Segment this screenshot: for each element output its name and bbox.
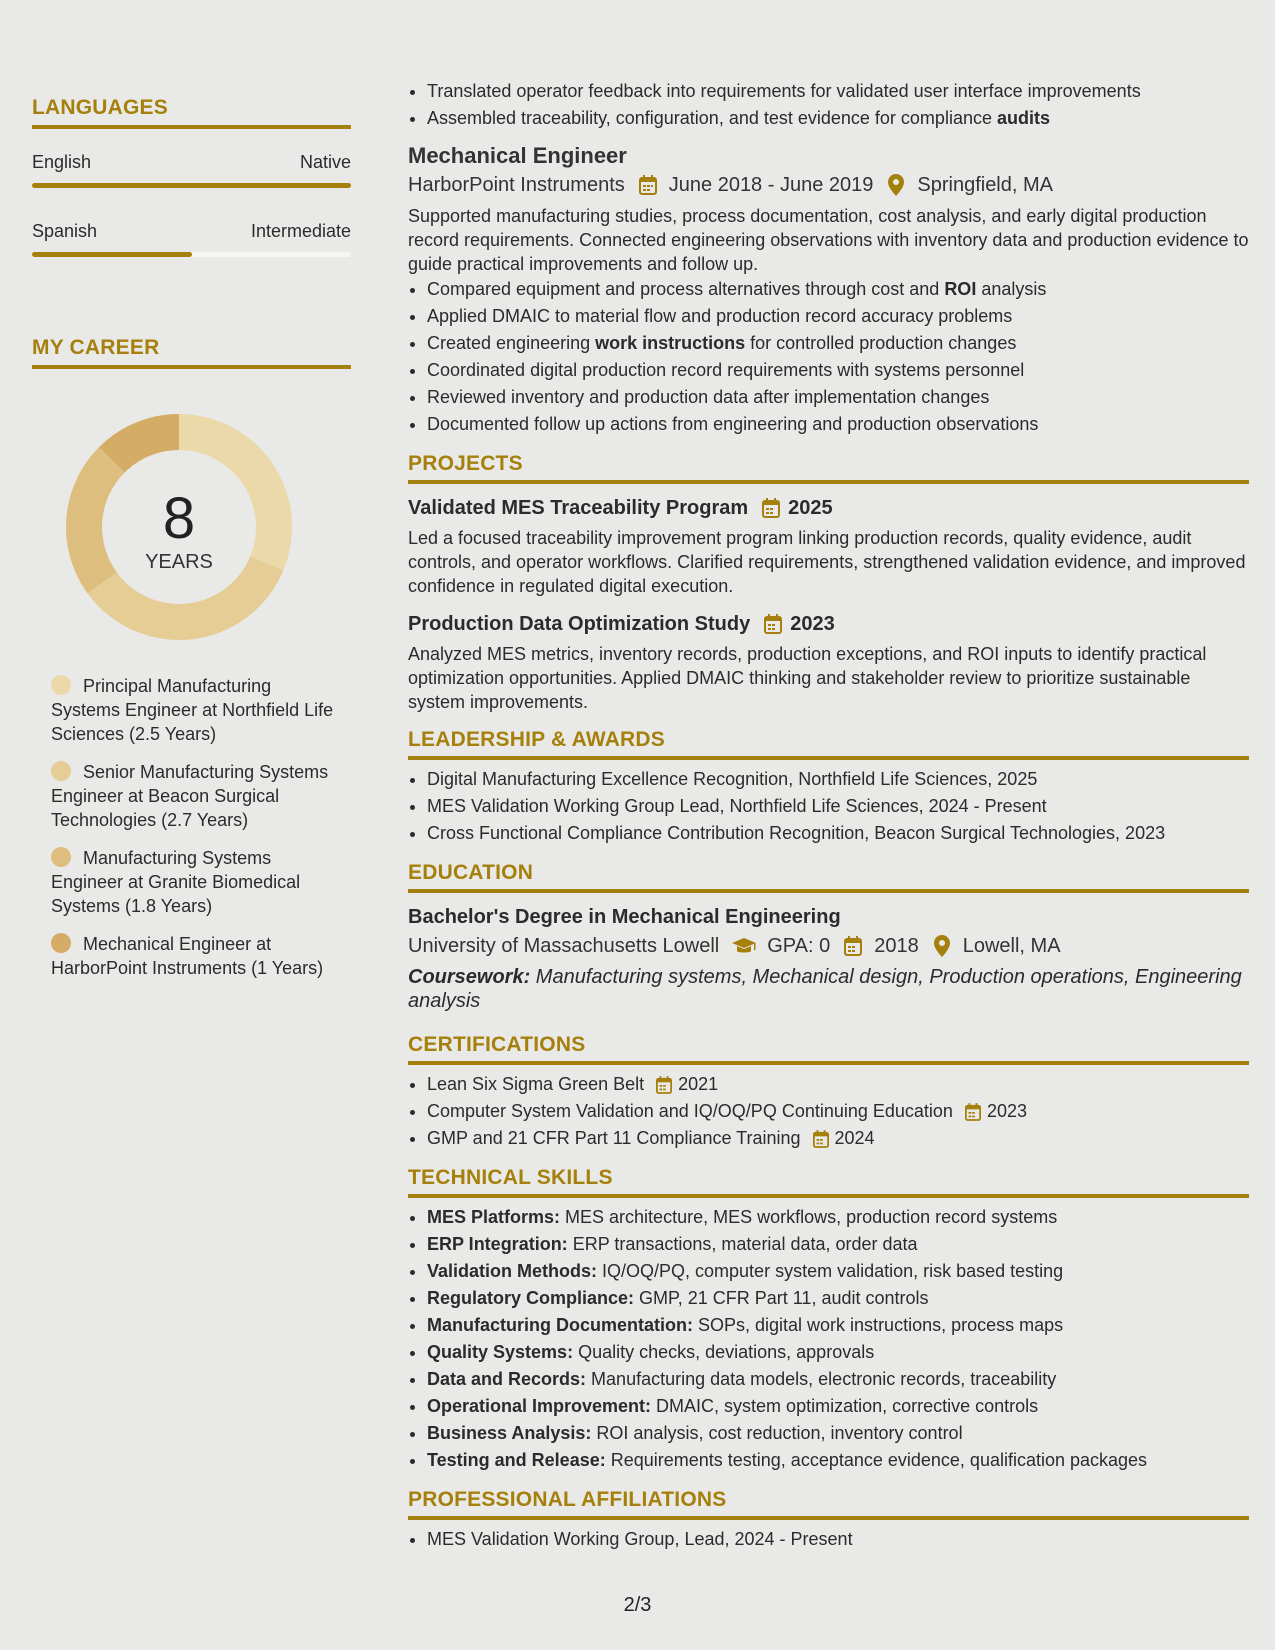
- project-year: 2023: [790, 613, 835, 635]
- page-indicator: 2/3: [623, 1594, 652, 1616]
- career-years-number: 8: [162, 486, 196, 551]
- language-english: [32, 152, 351, 188]
- school-location: Lowell, MA: [962, 935, 1061, 957]
- career-donut-chart: [66, 414, 292, 640]
- calendar-icon: [760, 497, 782, 519]
- skill-item: [427, 1312, 1249, 1339]
- graduation-cap-icon: [731, 935, 757, 957]
- skill-item: [427, 1231, 1249, 1258]
- skill-item: [427, 1366, 1249, 1393]
- bullet-item: [427, 384, 1249, 411]
- skills-list: [408, 1204, 1249, 1474]
- projects-heading: PROJECTS: [408, 452, 1249, 484]
- certification-year: 2024: [834, 1128, 875, 1148]
- donut-segment: [179, 414, 292, 570]
- legend-dot: [51, 933, 71, 953]
- languages-heading: LANGUAGES: [32, 96, 351, 129]
- project-description: Led a focused traceability improvement program linking production records, quality evidence, audit controls, and operator workflows. Clarified requirements, strengthened validation evidence, and improved confidence in regulated digital execution.: [408, 528, 1246, 596]
- bullet-text: for controlled production changes: [745, 333, 1017, 353]
- leadership-list: [408, 766, 1249, 847]
- language-level: Intermediate: [250, 221, 351, 241]
- skill-label: Regulatory Compliance:: [427, 1288, 635, 1308]
- calendar-icon: [637, 174, 659, 196]
- project-title: [408, 610, 1249, 638]
- project-description: Analyzed MES metrics, inventory records, production exceptions, and ROI inputs to identify practical optimization opportunities. Applied DMAIC thinking and stakeholder review to prioritize sustainable system improvements.: [408, 644, 1207, 712]
- skill-label: Data and Records:: [427, 1369, 587, 1389]
- skill-value: IQ/OQ/PQ, computer system validation, risk based testing: [597, 1261, 1064, 1281]
- job-dates: June 2018 - June 2019: [668, 174, 874, 196]
- project-name: Validated MES Traceability Program: [408, 497, 749, 519]
- bullet-item: [427, 411, 1249, 438]
- leadership-section: [408, 728, 1249, 847]
- skills-heading: TECHNICAL SKILLS: [408, 1166, 1249, 1198]
- projects-section: [408, 452, 1249, 714]
- job-company: HarborPoint Instruments: [408, 174, 625, 196]
- certifications-heading: CERTIFICATIONS: [408, 1033, 1249, 1065]
- bullet-text: Coordinated digital production record requirements with systems personnel: [427, 360, 1025, 380]
- affiliation-item: • MES Validation Working Group, Lead, 2024 - Present: [427, 1526, 1249, 1553]
- career-legend-item: [51, 932, 341, 980]
- legend-dot: [51, 675, 71, 695]
- legend-label: Principal Manufacturing Systems Engineer at Northfield Life Sciences (2.5 Years): [51, 676, 334, 744]
- certification-name: • Computer System Validation and IQ/OQ/PQ Continuing Education: [427, 1101, 953, 1121]
- career-years-unit: YEARS: [145, 551, 213, 573]
- skill-value: Requirements testing, acceptance evidence, qualification packages: [605, 1450, 1148, 1470]
- skill-item: [427, 1447, 1249, 1474]
- language-name: English: [32, 152, 92, 172]
- bullet-item: [427, 303, 1249, 330]
- donut-segment: [66, 447, 125, 593]
- job-title: Mechanical Engineer: [408, 143, 627, 168]
- calendar-icon: [813, 1130, 831, 1148]
- skill-label: ERP Integration:: [427, 1234, 568, 1254]
- bullet-text: Applied DMAIC to material flow and production record accuracy problems: [427, 306, 1013, 326]
- job-bullets: [408, 276, 1249, 438]
- school-name: University of Massachusetts Lowell: [408, 935, 720, 957]
- skill-value: ROI analysis, cost reduction, inventory control: [591, 1423, 963, 1443]
- skill-value: MES architecture, MES workflows, production record systems: [560, 1207, 1058, 1227]
- skill-label: MES Platforms:: [427, 1207, 561, 1227]
- certification-item: [427, 1098, 1249, 1125]
- project-name: Production Data Optimization Study: [408, 613, 751, 635]
- language-level: Native: [299, 152, 351, 172]
- leadership-item: • MES Validation Working Group Lead, Northfield Life Sciences, 2024 - Present: [427, 793, 1249, 820]
- skill-label: Manufacturing Documentation:: [427, 1315, 693, 1335]
- coursework-text: Manufacturing systems, Mechanical design, Production operations, Engineering analysis: [408, 966, 1242, 1012]
- bullet-item: [427, 105, 1249, 132]
- legend-dot: [51, 761, 71, 781]
- certifications-section: [408, 1033, 1249, 1152]
- calendar-icon: [762, 613, 784, 635]
- skill-value: GMP, 21 CFR Part 11, audit controls: [634, 1288, 929, 1308]
- affiliations-heading: PROFESSIONAL AFFILIATIONS: [408, 1488, 1249, 1520]
- bullet-text: analysis: [976, 279, 1047, 299]
- location-pin-icon: [931, 935, 953, 957]
- location-pin-icon: [885, 174, 907, 196]
- leadership-item: • Cross Functional Compliance Contribution Recognition, Beacon Surgical Technologies, 2023: [427, 820, 1249, 847]
- certification-year: 2023: [986, 1101, 1027, 1121]
- skill-value: Manufacturing data models, electronic records, traceability: [586, 1369, 1057, 1389]
- skill-label: Testing and Release:: [427, 1450, 606, 1470]
- coursework-label: Coursework:: [408, 966, 531, 988]
- project-year: 2025: [788, 497, 833, 519]
- bullet-item: [427, 276, 1249, 303]
- education-section: [408, 861, 1249, 1013]
- skills-section: [408, 1166, 1249, 1474]
- degree-title: Bachelor's Degree in Mechanical Engineering: [408, 906, 841, 928]
- skill-label: Quality Systems:: [427, 1342, 574, 1362]
- certification-year: 2021: [678, 1074, 719, 1094]
- skill-label: Business Analysis:: [427, 1423, 592, 1443]
- skill-item: [427, 1204, 1249, 1231]
- proficiency-fill: [32, 252, 192, 257]
- skill-item: [427, 1393, 1249, 1420]
- career-heading: MY CAREER: [32, 336, 351, 369]
- career-legend-item: [51, 674, 341, 746]
- previous-job-bullets: [408, 78, 1249, 132]
- affiliations-section: [408, 1488, 1249, 1553]
- affiliations-list: [408, 1526, 1249, 1553]
- skill-value: Quality checks, deviations, approvals: [573, 1342, 875, 1362]
- skill-value: SOPs, digital work instructions, process maps: [693, 1315, 1064, 1335]
- legend-label: Senior Manufacturing Systems Engineer at Beacon Surgical Technologies (2.7 Years): [51, 762, 329, 830]
- bullet-item: [427, 78, 1249, 105]
- bullet-bold: audits: [996, 108, 1050, 128]
- legend-label: Manufacturing Systems Engineer at Granite Biomedical Systems (1.8 Years): [51, 848, 301, 916]
- education-heading: EDUCATION: [408, 861, 1249, 893]
- legend-dot: [51, 847, 71, 867]
- bullet-bold: ROI: [944, 279, 977, 299]
- skill-item: [427, 1258, 1249, 1285]
- graduation-year: 2018: [874, 935, 919, 957]
- bullet-text: Translated operator feedback into requirements for validated user interface improvements: [427, 81, 1141, 101]
- calendar-icon: [842, 935, 864, 957]
- language-name: Spanish: [32, 221, 98, 241]
- coursework: [408, 965, 1249, 1013]
- job-summary: Supported manufacturing studies, process documentation, cost analysis, and early digital production record requirements. Connected engineering observations with inventory data and production evidence to guide practical improvements and follow up.: [408, 206, 1249, 274]
- skill-label: Operational Improvement:: [427, 1396, 652, 1416]
- calendar-icon: [965, 1103, 983, 1121]
- bullet-text: Reviewed inventory and production data after implementation changes: [427, 387, 990, 407]
- bullet-item: [427, 357, 1249, 384]
- skill-value: DMAIC, system optimization, corrective controls: [651, 1396, 1039, 1416]
- skill-item: [427, 1285, 1249, 1312]
- certification-item: [427, 1071, 1249, 1098]
- skill-item: [427, 1420, 1249, 1447]
- certification-name: • GMP and 21 CFR Part 11 Compliance Training: [427, 1128, 801, 1148]
- bullet-item: [427, 330, 1249, 357]
- gpa: GPA: 0: [767, 935, 831, 957]
- leadership-heading: LEADERSHIP & AWARDS: [408, 728, 1249, 760]
- career-legend: [51, 674, 341, 994]
- project-title: [408, 494, 1249, 522]
- bullet-bold: work instructions: [595, 333, 746, 353]
- right-column: [408, 78, 1249, 1553]
- skill-item: [427, 1339, 1249, 1366]
- certification-item: [427, 1125, 1249, 1152]
- proficiency-bar: [32, 183, 351, 188]
- bullet-text: Compared equipment and process alternatives through cost and: [427, 279, 945, 299]
- job-meta: [408, 170, 1249, 200]
- language-spanish: [32, 221, 351, 257]
- bullet-text: Created engineering: [427, 333, 596, 353]
- skill-value: ERP transactions, material data, order data: [567, 1234, 918, 1254]
- career-legend-item: [51, 846, 341, 918]
- education-meta: [408, 931, 1249, 961]
- proficiency-bar: [32, 252, 351, 257]
- bullet-text: Documented follow up actions from engineering and production observations: [427, 414, 1039, 434]
- calendar-icon: [656, 1076, 674, 1094]
- bullet-text: Assembled traceability, configuration, and test evidence for compliance: [427, 108, 997, 128]
- job-location: Springfield, MA: [917, 174, 1053, 196]
- career-legend-item: [51, 760, 341, 832]
- skill-label: Validation Methods:: [427, 1261, 598, 1281]
- proficiency-fill: [32, 183, 351, 188]
- certification-name: • Lean Six Sigma Green Belt: [427, 1074, 645, 1094]
- legend-label: Mechanical Engineer at HarborPoint Instruments (1 Years): [51, 934, 324, 978]
- certifications-list: [408, 1071, 1249, 1152]
- leadership-item: • Digital Manufacturing Excellence Recognition, Northfield Life Sciences, 2025: [427, 766, 1249, 793]
